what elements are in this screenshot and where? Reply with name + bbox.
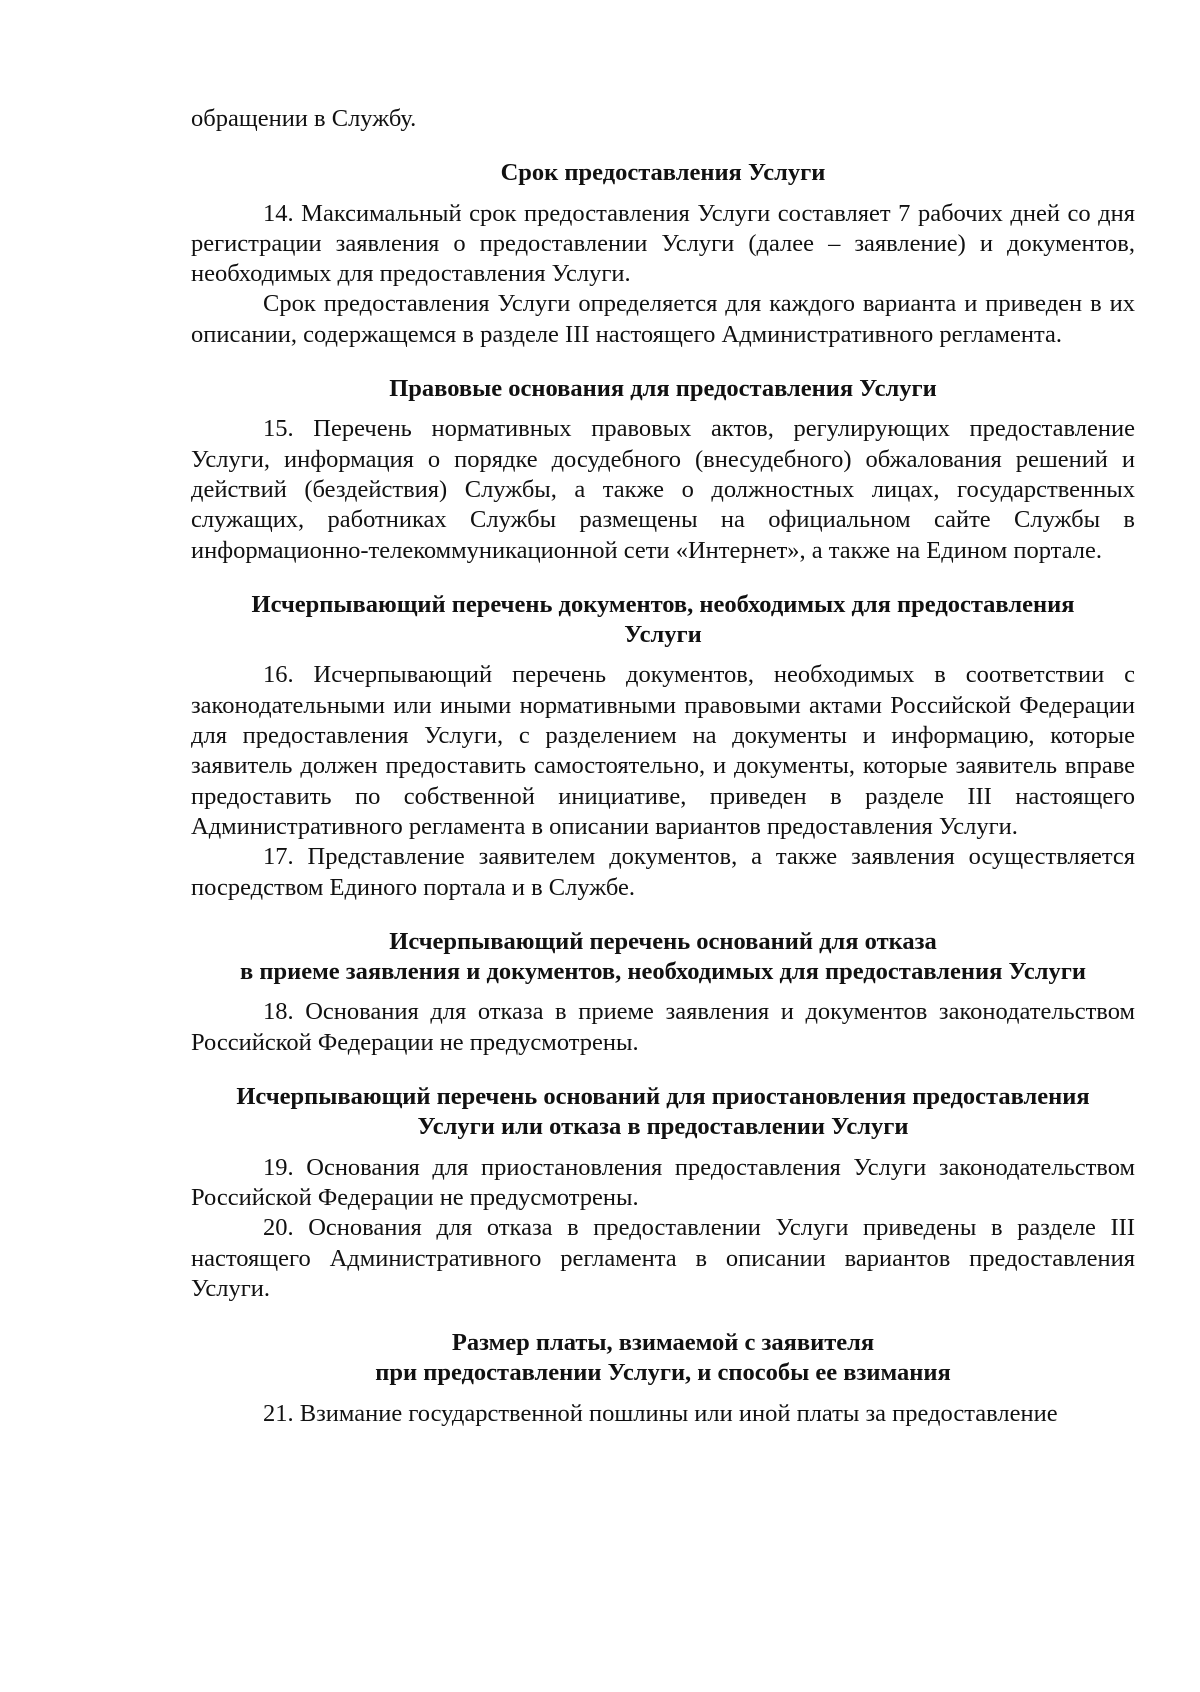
paragraph-18: 18. Основания для отказа в приеме заявления и документов законодательством Российской Федерации не предусмотрены.	[191, 998, 1135, 1056]
heading-fee	[191, 1328, 1135, 1389]
paragraph-21: 21. Взимание государственной пошлины или иной платы за предоставление	[263, 1399, 1058, 1427]
heading-line: Услуги	[624, 621, 702, 649]
paragraph-14-continued: Срок предоставления Услуги определяется для каждого варианта и приведен в их описании, содержащемся в разделе III настоящего Административного регламента.	[191, 290, 1135, 348]
paragraph-continuation: обращении в Службу.	[191, 105, 417, 132]
heading-refusal-grounds	[191, 927, 1135, 988]
heading-line: в приеме заявления и документов, необходимых для предоставления Услуги	[240, 958, 1086, 986]
heading-line: при предоставлении Услуги, и способы ее взимания	[375, 1359, 951, 1387]
document-page	[191, 104, 1135, 1429]
heading-line: Исчерпывающий перечень документов, необходимых для предоставления	[251, 590, 1075, 618]
paragraph-14: 14. Максимальный срок предоставления Услуги составляет 7 рабочих дней со дня регистрации заявления о предоставлении Услуги (далее – заявление) и документов, необходимых для предоставления Услуги.	[191, 199, 1135, 288]
heading-suspension-grounds	[191, 1082, 1135, 1143]
paragraph-16: 16. Исчерпывающий перечень документов, необходимых в соответствии с законодательными или иными нормативными правовыми актами Российской Федерации для предоставления Услуги, с разделением на документы и информацию, которые заявитель должен предоставить самостоятельно, и документы, которые заявитель вправе предоставить по собственной инициативе, приведен в разделе III настоящего Административного регламента в описании вариантов предоставления Услуги.	[191, 661, 1135, 840]
heading-legal-basis: Правовые основания для предоставления Услуги	[389, 375, 937, 403]
paragraph-20: 20. Основания для отказа в предоставлении Услуги приведены в разделе III настоящего Административного регламента в описании вариантов предоставления Услуги.	[191, 1214, 1135, 1302]
heading-line: Услуги или отказа в предоставлении Услуги	[417, 1113, 909, 1141]
paragraph-19: 19. Основания для приостановления предоставления Услуги законодательством Российской Федерации не предусмотрены.	[191, 1153, 1135, 1211]
heading-documents-list	[191, 590, 1135, 651]
heading-line: Исчерпывающий перечень оснований для отказа	[389, 927, 937, 955]
heading-line: Исчерпывающий перечень оснований для приостановления предоставления	[236, 1083, 1090, 1111]
heading-service-term: Срок предоставления Услуги	[500, 159, 826, 187]
paragraph-17: 17. Представление заявителем документов, а также заявления осуществляется посредством Единого портала и в Службе.	[191, 843, 1135, 901]
heading-line: Размер платы, взимаемой с заявителя	[451, 1329, 875, 1357]
paragraph-15: 15. Перечень нормативных правовых актов, регулирующих предоставление Услуги, информация о порядке досудебного (внесудебного) обжалования решений и действий (бездействия) Службы, а также о должностных лицах, государственных служащих, работниках Службы размещены на официальном сайте Службы в информационно-телекоммуникационной сети «Интернет», а также на Едином портале.	[191, 415, 1135, 564]
